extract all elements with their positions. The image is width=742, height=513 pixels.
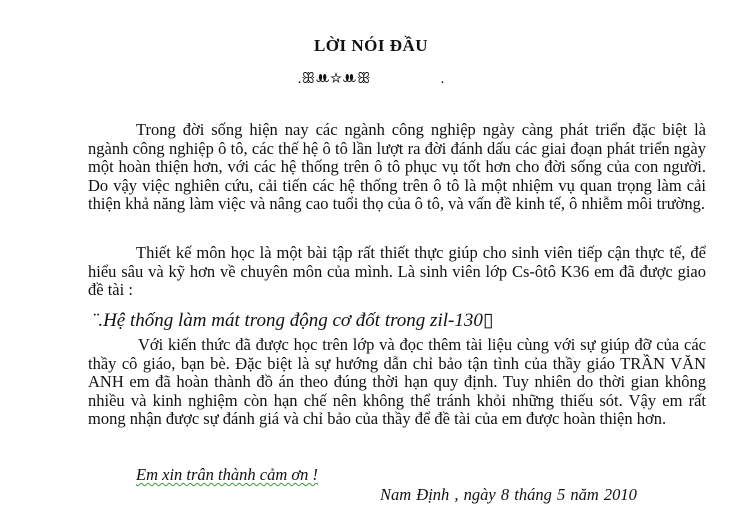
page-title: LỜI NÓI ĐẦU bbox=[313, 36, 429, 55]
ornament-trailing-dot: . bbox=[440, 71, 445, 87]
ornament-glyphs: .ꕥꔚ☆ꔚꕥ bbox=[297, 71, 371, 87]
paragraph-acknowledgement: Với kiến thức đã được học trên lớp và đọc thêm tài liệu cùng với sự giúp đỡ của các thầy cô giáo, bạn bè. Đặc biệt là sự hướng dẫn chỉ bảo tận tình của thầy giáo TRẦN VĂN ANH em đã hoàn thành đồ án theo đúng thời hạn quy định. Tuy nhiên do thời gian không nhiều và kinh nghiệm còn hạn chế nên không thể tránh khỏi những thiếu sót. Vậy em rất mong nhận được sự đánh giá và chỉ bảo của thầy để đề tài của em được hoàn thiện hơn. bbox=[88, 335, 706, 428]
topic-title bbox=[92, 310, 712, 332]
paragraph-assignment: Thiết kế môn học là một bài tập rất thiết thực giúp cho sinh viên tiếp cận thực tế, để hiểu sâu và kỹ hơn về chuyên môn của mình. Là sinh viên lớp Cs-ôtô K36 em đã được giao đề tài : bbox=[88, 243, 706, 299]
signoff-date: Nam Định , ngày 8 tháng 5 năm 2010 bbox=[380, 485, 637, 504]
topic-end-glyph: ▯ bbox=[482, 310, 494, 331]
ornament-divider bbox=[0, 70, 742, 88]
topic-text: ¨.Hệ thống làm mát trong động cơ đốt trong zil-130 bbox=[92, 310, 483, 331]
paragraph-intro: Trong đời sống hiện nay các ngành công nghiệp ngày càng phát triển đặc biệt là ngành công nghiệp ô tô, các thế hệ ô tô lần lượt ra đời đánh dấu các giai đoạn phát triển ngày một hoàn thiện hơn, với các hệ thống trên ô tô phục vụ tốt hơn cho đời sống của con người. Do vậy việc nghiên cứu, cải tiến các hệ thống trên ô tô là một nhiệm vụ quan trọng làm cải thiện khả năng làm việc và nâng cao tuổi thọ của ô tô, và vấn đề kinh tế, ô nhiễm môi trường. bbox=[88, 120, 706, 213]
thanks-line: Em xin trân thành cảm ơn ! bbox=[136, 465, 319, 484]
